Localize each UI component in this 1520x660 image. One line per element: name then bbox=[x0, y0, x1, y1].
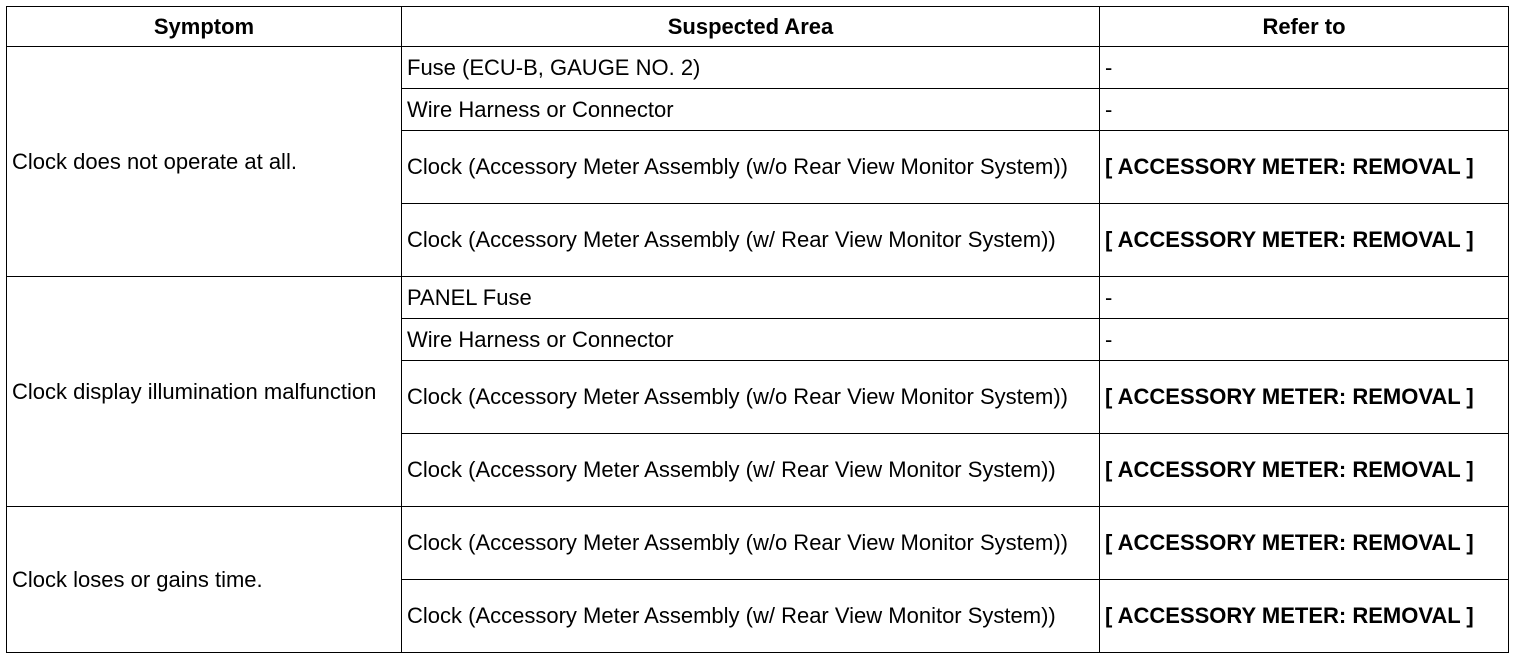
suspected-area-cell: Clock (Accessory Meter Assembly (w/o Rear View Monitor System)) bbox=[402, 131, 1100, 204]
refer-to-cell: - bbox=[1100, 319, 1509, 361]
refer-to-cell: - bbox=[1100, 47, 1509, 89]
table-row bbox=[7, 507, 1509, 580]
header-refer-to: Refer to bbox=[1100, 7, 1509, 47]
suspected-area-cell: PANEL Fuse bbox=[402, 277, 1100, 319]
symptom-cell: Clock loses or gains time. bbox=[7, 507, 402, 653]
suspected-area-cell: Clock (Accessory Meter Assembly (w/ Rear View Monitor System)) bbox=[402, 580, 1100, 653]
suspected-area-cell: Clock (Accessory Meter Assembly (w/o Rear View Monitor System)) bbox=[402, 507, 1100, 580]
suspected-area-cell: Clock (Accessory Meter Assembly (w/o Rear View Monitor System)) bbox=[402, 361, 1100, 434]
suspected-area-cell: Clock (Accessory Meter Assembly (w/ Rear View Monitor System)) bbox=[402, 204, 1100, 277]
symptom-cell: Clock display illumination malfunction bbox=[7, 277, 402, 507]
header-symptom: Symptom bbox=[7, 7, 402, 47]
symptom-table-container bbox=[6, 6, 1509, 653]
refer-to-cell: - bbox=[1100, 89, 1509, 131]
suspected-area-cell: Clock (Accessory Meter Assembly (w/ Rear View Monitor System)) bbox=[402, 434, 1100, 507]
table-row bbox=[7, 277, 1509, 319]
suspected-area-cell: Wire Harness or Connector bbox=[402, 89, 1100, 131]
refer-to-link[interactable]: [ ACCESSORY METER: REMOVAL ] bbox=[1100, 580, 1509, 653]
refer-to-link[interactable]: [ ACCESSORY METER: REMOVAL ] bbox=[1100, 204, 1509, 277]
header-row bbox=[7, 7, 1509, 47]
table-row bbox=[7, 47, 1509, 89]
refer-to-link[interactable]: [ ACCESSORY METER: REMOVAL ] bbox=[1100, 434, 1509, 507]
symptom-table bbox=[6, 6, 1509, 653]
refer-to-link[interactable]: [ ACCESSORY METER: REMOVAL ] bbox=[1100, 361, 1509, 434]
header-suspected-area: Suspected Area bbox=[402, 7, 1100, 47]
refer-to-cell: - bbox=[1100, 277, 1509, 319]
suspected-area-cell: Fuse (ECU-B, GAUGE NO. 2) bbox=[402, 47, 1100, 89]
suspected-area-cell: Wire Harness or Connector bbox=[402, 319, 1100, 361]
refer-to-link[interactable]: [ ACCESSORY METER: REMOVAL ] bbox=[1100, 131, 1509, 204]
refer-to-link[interactable]: [ ACCESSORY METER: REMOVAL ] bbox=[1100, 507, 1509, 580]
symptom-cell: Clock does not operate at all. bbox=[7, 47, 402, 277]
